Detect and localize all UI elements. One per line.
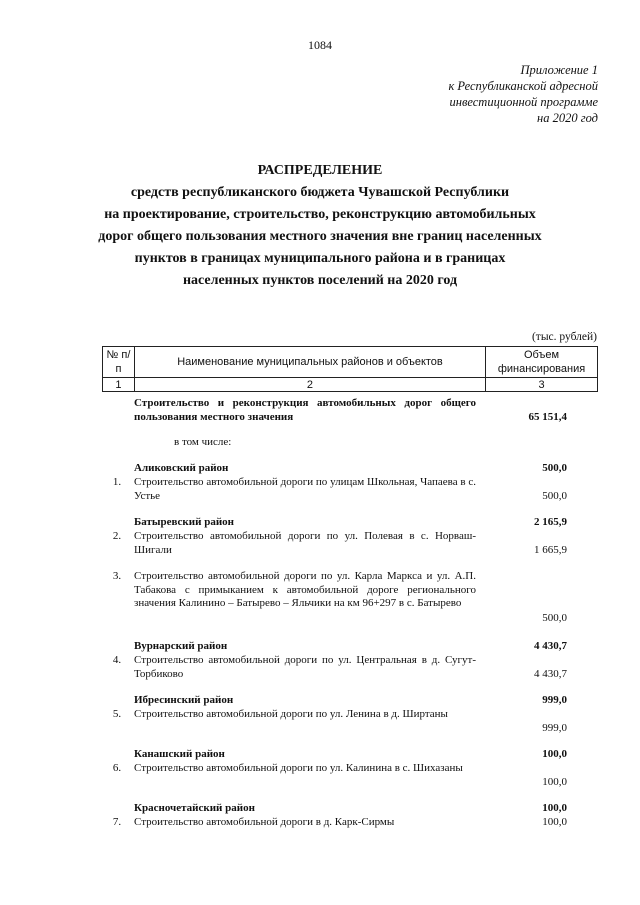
title-heading: РАСПРЕДЕЛЕНИЕ — [257, 163, 383, 178]
object-text: Строительство автомобильной дороги по ул. Калинина в с. Шихазаны — [134, 762, 463, 774]
object-text: Строительство автомобильной дороги по ул. Ленина в д. Ширтаны — [134, 708, 448, 720]
header-number: № п/п — [103, 347, 135, 378]
object-text: Строительство автомобильной дороги по ул. Полевая в с. Норваш-Шигали — [134, 530, 476, 556]
row-number: 2. — [112, 530, 122, 542]
district-amount: 999,0 — [542, 694, 567, 706]
including-label: в том числе: — [174, 436, 232, 448]
units-label: (тыс. рублей) — [531, 331, 597, 343]
title-line: дорог общего пользования местного значения вне границ населенных — [98, 229, 542, 244]
district-name: Красночетайский район — [134, 802, 255, 814]
appendix-line: на 2020 год — [537, 111, 598, 125]
appendix-line: инвестиционной программе — [449, 95, 598, 109]
title-line: на проектирование, строительство, реконструкцию автомобильных — [104, 207, 536, 222]
district-amount: 500,0 — [542, 462, 567, 474]
district-name: Вурнарский район — [134, 640, 228, 652]
object-text: Строительство автомобильной дороги по ул. Центральная в д. Сугут-Торбиково — [134, 654, 476, 680]
object-amount: 100,0 — [542, 816, 567, 828]
total-row-amount: 65 151,4 — [528, 411, 567, 423]
page-number: 1084 — [308, 38, 332, 52]
header-name: Наименование муниципальных районов и объектов — [134, 347, 485, 378]
district-name: Канашский район — [134, 748, 225, 760]
column-number: 3 — [486, 378, 598, 392]
row-number: 4. — [112, 654, 122, 666]
row-number: 1. — [112, 476, 122, 488]
district-name: Ибресинский район — [134, 694, 234, 706]
total-row-text: Строительство и реконструкция автомобильных дорог общего пользования местного значения — [134, 397, 476, 423]
object-amount: 1 665,9 — [534, 544, 567, 556]
object-amount: 999,0 — [542, 722, 567, 734]
object-text: Строительство автомобильной дороги по улицам Школьная, Чапаева в с. Устье — [134, 476, 476, 502]
row-number: 5. — [112, 708, 122, 720]
object-amount: 500,0 — [542, 490, 567, 502]
district-amount: 2 165,9 — [534, 516, 567, 528]
row-number: 6. — [112, 762, 122, 774]
district-amount: 100,0 — [542, 748, 567, 760]
object-amount: 4 430,7 — [534, 668, 567, 680]
column-number: 2 — [134, 378, 485, 392]
title-line: пунктов в границах муниципального района и в границах — [134, 251, 506, 266]
header-amount: Объем финансирования — [486, 347, 598, 378]
object-amount: 500,0 — [542, 612, 567, 624]
column-number: 1 — [103, 378, 135, 392]
row-number: 7. — [112, 816, 122, 828]
district-amount: 100,0 — [542, 802, 567, 814]
appendix-line: к Республиканской адресной — [448, 79, 598, 93]
title-line: населенных пунктов поселений на 2020 год — [182, 273, 458, 288]
object-amount: 100,0 — [542, 776, 567, 788]
title-line: средств республиканского бюджета Чувашской Республики — [130, 185, 510, 200]
object-text: Строительство автомобильной дороги в д. Карк-Сирмы — [134, 816, 395, 828]
row-number: 3. — [112, 570, 122, 582]
district-name: Аликовский район — [134, 462, 229, 474]
object-text: Строительство автомобильной дороги по ул. Карла Маркса и ул. А.П. Табакова с примыканием к автомобильной дороге регионального значения Калинино – Батырево – Яльчики на км 96+297 в с. Батырево — [134, 570, 476, 609]
district-amount: 4 430,7 — [534, 640, 567, 652]
district-name: Батыревский район — [134, 516, 234, 528]
appendix-line: Приложение 1 — [520, 63, 598, 77]
